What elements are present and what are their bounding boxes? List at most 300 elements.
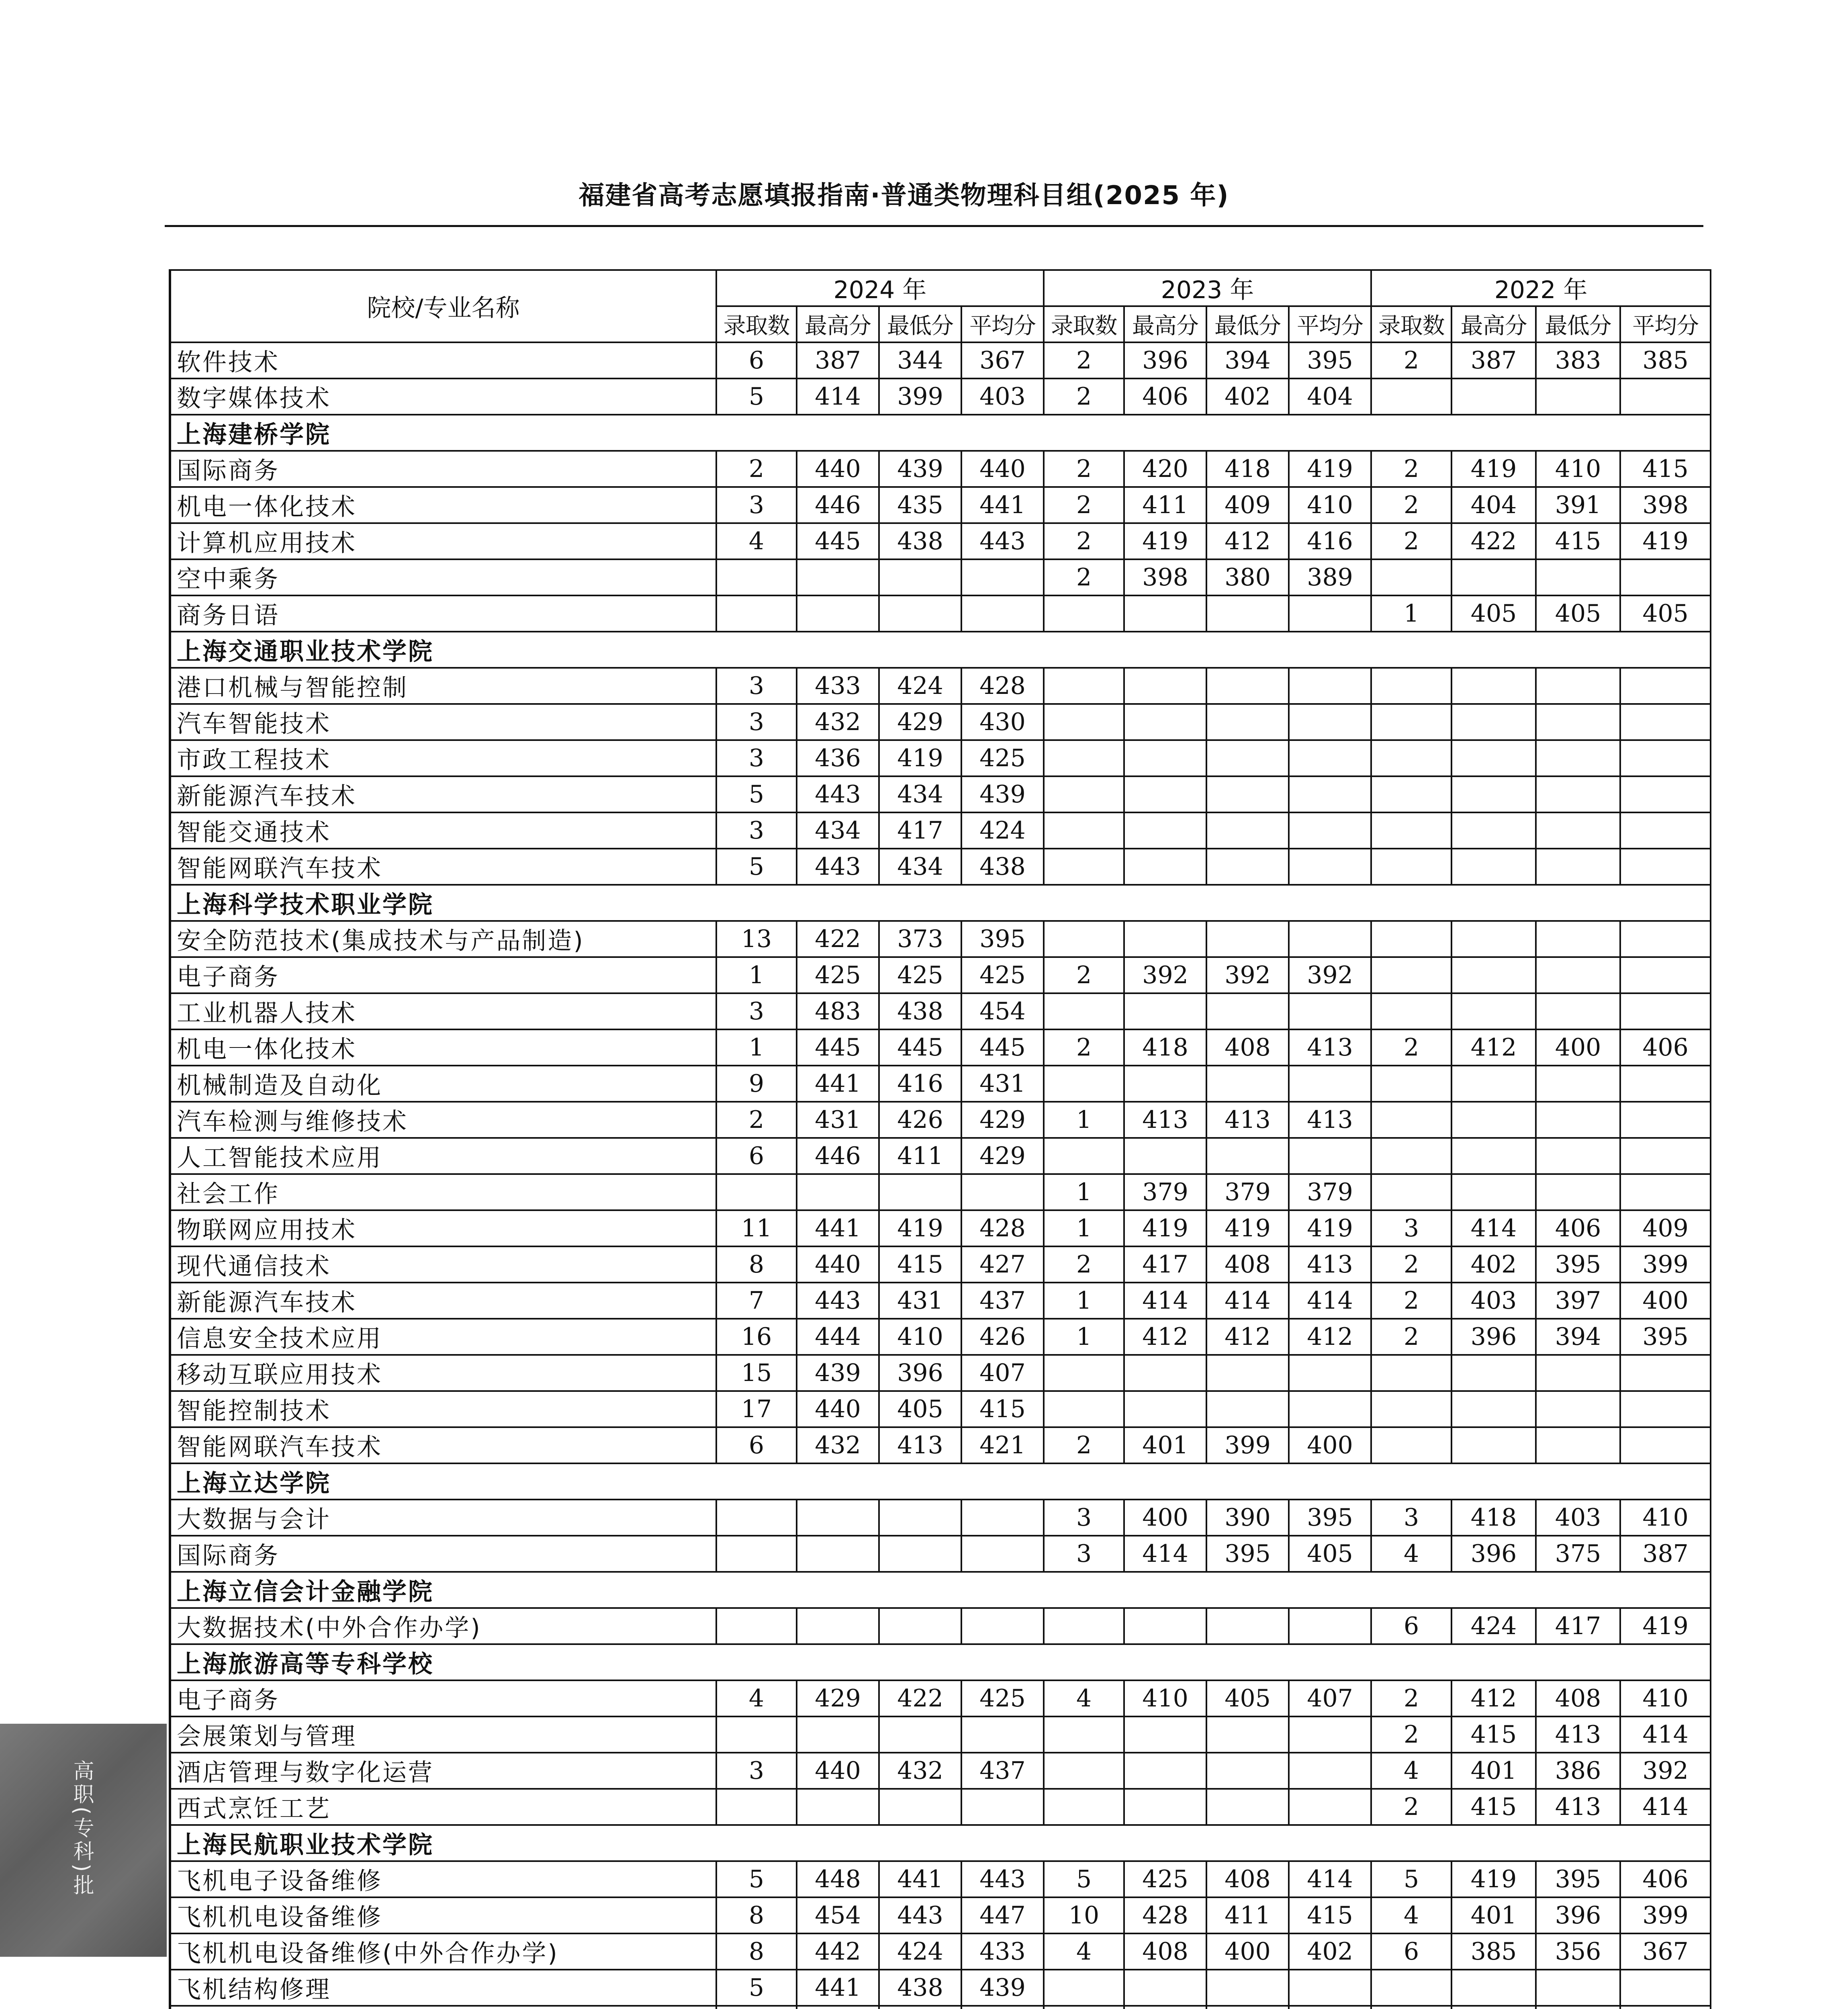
score-cell: 419 (1289, 1210, 1371, 1246)
score-cell: 412 (1289, 1319, 1371, 1355)
score-cell (1536, 921, 1620, 957)
score-cell: 414 (1289, 1861, 1371, 1897)
major-row (170, 2006, 1711, 2009)
score-cell (879, 1500, 961, 1536)
score-cell (1620, 812, 1711, 849)
score-cell: 411 (1124, 487, 1206, 523)
score-cell: 400 (1620, 1283, 1711, 1319)
score-cell (1620, 993, 1711, 1029)
score-cell: 443 (879, 1897, 961, 1933)
score-cell: 415 (879, 1246, 961, 1283)
score-cell (1044, 1753, 1124, 1789)
major-row (170, 1319, 1711, 1355)
score-cell (1620, 849, 1711, 885)
score-cell: 2 (1371, 1789, 1451, 1825)
score-cell: 419 (1124, 523, 1206, 559)
score-cell: 7 (716, 1283, 797, 1319)
score-cell: 434 (879, 776, 961, 812)
score-cell: 5 (716, 776, 797, 812)
side-tab-label: 高职(专科)批 (70, 1760, 94, 1898)
score-cell (1620, 1102, 1711, 1138)
score-cell (1289, 704, 1371, 740)
score-cell (961, 1716, 1044, 1753)
table-body (170, 342, 1711, 2009)
metric-header: 最低分 (879, 306, 961, 342)
score-cell (1289, 1608, 1371, 1644)
score-cell: 410 (1620, 1500, 1711, 1536)
score-cell (1206, 595, 1289, 632)
score-cell: 428 (961, 668, 1044, 704)
score-cell: 441 (879, 1861, 961, 1897)
score-cell: 412 (1451, 1029, 1536, 1066)
score-cell (879, 1608, 961, 1644)
score-cell: 414 (1620, 1789, 1711, 1825)
score-cell: 435 (879, 487, 961, 523)
score-cell (1451, 1066, 1536, 1102)
score-cell: 396 (1451, 1536, 1536, 1572)
score-cell: 385 (1451, 1933, 1536, 1970)
major-name: 安全防范技术(集成技术与产品制造) (170, 921, 716, 957)
score-cell: 417 (879, 812, 961, 849)
score-cell (1124, 2006, 1206, 2009)
score-cell (1124, 595, 1206, 632)
score-cell (1536, 2006, 1620, 2009)
score-cell (1289, 1391, 1371, 1427)
score-cell: 440 (797, 451, 879, 487)
score-cell: 414 (1124, 1283, 1206, 1319)
score-cell (1620, 704, 1711, 740)
score-cell (1206, 1066, 1289, 1102)
major-name: 信息安全技术应用 (170, 1319, 716, 1355)
score-cell: 2 (1044, 378, 1124, 415)
score-cell: 411 (879, 1138, 961, 1174)
score-cell: 402 (1289, 1933, 1371, 1970)
score-cell (1451, 1391, 1536, 1427)
score-cell (1620, 2006, 1711, 2009)
score-cell: 389 (1289, 559, 1371, 595)
score-cell (1044, 1608, 1124, 1644)
score-cell: 395 (1289, 342, 1371, 378)
score-cell: 396 (1536, 1897, 1620, 1933)
score-cell: 394 (1536, 1319, 1620, 1355)
score-cell (1620, 921, 1711, 957)
score-cell: 2 (1371, 1029, 1451, 1066)
score-cell: 401 (1451, 1753, 1536, 1789)
score-cell: 401 (1451, 1897, 1536, 1933)
score-cell (1371, 559, 1451, 595)
major-name: 国际商务 (170, 1536, 716, 1572)
school-name: 上海交通职业技术学院 (170, 632, 1711, 668)
score-cell: 436 (797, 740, 879, 776)
score-cell (879, 1789, 961, 1825)
score-cell (1044, 1391, 1124, 1427)
score-cell (1536, 812, 1620, 849)
major-row (170, 378, 1711, 415)
score-cell (1044, 704, 1124, 740)
score-cell: 440 (797, 1391, 879, 1427)
score-cell: 3 (1371, 1500, 1451, 1536)
major-row (170, 1066, 1711, 1102)
score-cell: 434 (797, 812, 879, 849)
score-cell: 3 (1371, 1210, 1451, 1246)
school-row (170, 885, 1711, 921)
major-row (170, 1138, 1711, 1174)
score-cell: 5 (716, 849, 797, 885)
score-cell: 412 (1451, 1680, 1536, 1716)
major-name: 工业机器人技术 (170, 993, 716, 1029)
major-row (170, 849, 1711, 885)
major-row (170, 1174, 1711, 1210)
score-cell (961, 1500, 1044, 1536)
major-name: 电子商务 (170, 1680, 716, 1716)
major-name: 商务日语 (170, 595, 716, 632)
score-cell: 446 (797, 1138, 879, 1174)
score-cell: 404 (1289, 378, 1371, 415)
score-cell: 420 (1124, 451, 1206, 487)
major-row (170, 812, 1711, 849)
score-cell: 421 (961, 1427, 1044, 1463)
score-cell: 424 (879, 668, 961, 704)
score-cell (961, 559, 1044, 595)
score-cell: 385 (1620, 342, 1711, 378)
score-cell (1371, 1355, 1451, 1391)
score-cell: 408 (1124, 1933, 1206, 1970)
score-cell (1371, 1970, 1451, 2006)
score-cell (716, 595, 797, 632)
section-side-tab (0, 1724, 167, 1957)
major-row (170, 921, 1711, 957)
score-cell (1124, 1066, 1206, 1102)
score-cell: 429 (961, 1102, 1044, 1138)
score-cell (1124, 1608, 1206, 1644)
score-cell: 433 (961, 1933, 1044, 1970)
score-cell: 402 (1206, 378, 1289, 415)
score-cell: 2 (1044, 342, 1124, 378)
major-name: 新能源汽车技术 (170, 776, 716, 812)
score-cell: 425 (797, 957, 879, 993)
score-cell: 447 (961, 1897, 1044, 1933)
score-cell: 1 (1044, 1102, 1124, 1138)
score-cell: 409 (1620, 1210, 1711, 1246)
major-name: 数字媒体技术 (170, 378, 716, 415)
score-cell (1206, 1789, 1289, 1825)
school-row (170, 1644, 1711, 1680)
score-cell: 394 (1206, 342, 1289, 378)
metric-header: 平均分 (1620, 306, 1711, 342)
score-cell (1620, 1138, 1711, 1174)
score-cell: 4 (716, 523, 797, 559)
score-cell: 4 (1371, 1897, 1451, 1933)
score-cell: 397 (1536, 1283, 1620, 1319)
score-cell: 425 (961, 1680, 1044, 1716)
score-cell (1206, 1970, 1289, 2006)
score-cell: 413 (879, 1427, 961, 1463)
score-cell (1289, 921, 1371, 957)
score-cell (961, 1789, 1044, 1825)
score-cell (1620, 1355, 1711, 1391)
score-cell: 418 (1124, 1029, 1206, 1066)
score-cell (1124, 668, 1206, 704)
page-header-title: 福建省高考志愿填报指南·普通类物理科目组(2025 年) (579, 181, 1229, 211)
major-name: 飞机结构修理 (170, 1970, 716, 2006)
score-cell: 413 (1536, 1789, 1620, 1825)
score-cell (1044, 668, 1124, 704)
score-cell: 398 (1124, 559, 1206, 595)
score-cell: 429 (797, 1680, 879, 1716)
score-cell (1124, 776, 1206, 812)
score-cell: 403 (1451, 1283, 1536, 1319)
score-cell (1371, 1066, 1451, 1102)
metric-header: 最低分 (1536, 306, 1620, 342)
score-cell: 399 (1620, 1246, 1711, 1283)
major-name: 国际商务 (170, 451, 716, 487)
score-cell: 448 (797, 1861, 879, 1897)
metric-header: 录取数 (716, 306, 797, 342)
major-name: 人工智能技术应用 (170, 1138, 716, 1174)
metric-header: 平均分 (1289, 306, 1371, 342)
score-cell: 5 (716, 1861, 797, 1897)
score-cell (1451, 740, 1536, 776)
score-cell (1289, 812, 1371, 849)
score-cell: 367 (961, 342, 1044, 378)
major-name: 现代通信技术 (170, 1246, 716, 1283)
score-cell: 413 (1124, 1102, 1206, 1138)
score-cell (1206, 1138, 1289, 1174)
score-cell: 406 (1124, 378, 1206, 415)
score-cell: 386 (1536, 1753, 1620, 1789)
score-cell (1206, 1355, 1289, 1391)
major-row (170, 1861, 1711, 1897)
score-cell (1371, 1391, 1451, 1427)
major-row (170, 1391, 1711, 1427)
major-name: 飞机机电设备维修 (170, 1897, 716, 1933)
major-row (170, 1210, 1711, 1246)
score-cell: 16 (716, 1319, 797, 1355)
major-row (170, 776, 1711, 812)
score-cell: 2 (1044, 451, 1124, 487)
major-row (170, 1500, 1711, 1536)
score-cell: 2 (1044, 487, 1124, 523)
metric-header: 录取数 (1371, 306, 1451, 342)
score-cell: 6 (1371, 1933, 1451, 1970)
score-cell: 4 (1044, 1933, 1124, 1970)
score-cell (1371, 2006, 1451, 2009)
score-cell: 430 (961, 704, 1044, 740)
score-cell (1044, 1970, 1124, 2006)
score-cell (1451, 668, 1536, 704)
major-name: 智能交通技术 (170, 812, 716, 849)
score-cell: 3 (716, 487, 797, 523)
score-cell: 422 (879, 1680, 961, 1716)
major-name: 机电一体化技术 (170, 487, 716, 523)
score-cell (1536, 957, 1620, 993)
score-cell: 2 (1371, 487, 1451, 523)
score-cell: 396 (879, 1355, 961, 1391)
score-cell: 395 (1206, 1536, 1289, 1572)
score-cell: 410 (1620, 1680, 1711, 1716)
score-cell: 407 (1289, 1680, 1371, 1716)
score-cell (1536, 1355, 1620, 1391)
score-cell: 438 (961, 849, 1044, 885)
score-cell: 1 (1044, 1210, 1124, 1246)
score-cell: 2 (1371, 1283, 1451, 1319)
score-cell (1289, 1716, 1371, 1753)
score-cell: 403 (961, 378, 1044, 415)
score-cell: 406 (1620, 1861, 1711, 1897)
score-cell (716, 1716, 797, 1753)
score-cell: 437 (961, 1283, 1044, 1319)
score-cell (1620, 1427, 1711, 1463)
major-row (170, 1283, 1711, 1319)
score-cell: 2 (1371, 342, 1451, 378)
score-cell: 395 (1620, 1319, 1711, 1355)
score-cell (716, 1608, 797, 1644)
score-cell (1371, 957, 1451, 993)
score-cell: 4 (1371, 1753, 1451, 1789)
score-cell: 410 (1536, 451, 1620, 487)
metric-header: 平均分 (961, 306, 1044, 342)
score-cell (1371, 1102, 1451, 1138)
year-header: 2024 年 (716, 270, 1044, 306)
score-cell (1044, 740, 1124, 776)
score-cell (1620, 776, 1711, 812)
score-cell (1451, 993, 1536, 1029)
score-cell (1289, 2006, 1371, 2009)
score-cell: 445 (797, 523, 879, 559)
score-cell: 415 (1451, 1789, 1536, 1825)
score-cell: 418 (1206, 451, 1289, 487)
score-cell (1206, 668, 1289, 704)
score-cell: 392 (1620, 1753, 1711, 1789)
score-cell: 3 (716, 668, 797, 704)
score-cell (1451, 1102, 1536, 1138)
score-cell: 443 (961, 523, 1044, 559)
score-cell (1451, 957, 1536, 993)
score-cell: 431 (961, 1066, 1044, 1102)
score-cell: 414 (1620, 1716, 1711, 1753)
score-cell (1124, 1789, 1206, 1825)
major-name: 智能网联汽车技术 (170, 849, 716, 885)
score-cell: 442 (797, 1933, 879, 1970)
score-cell: 445 (797, 1029, 879, 1066)
year-header: 2022 年 (1371, 270, 1711, 306)
admission-score-table (169, 269, 1711, 2009)
score-cell: 379 (1289, 1174, 1371, 1210)
score-cell (1206, 1608, 1289, 1644)
score-cell: 410 (1124, 1680, 1206, 1716)
score-cell: 417 (1536, 1608, 1620, 1644)
score-cell: 419 (1451, 1861, 1536, 1897)
score-cell: 405 (1289, 1536, 1371, 1572)
score-cell: 399 (879, 378, 961, 415)
score-cell: 415 (1536, 523, 1620, 559)
score-cell (1371, 1174, 1451, 1210)
score-cell: 2 (1044, 1029, 1124, 1066)
score-cell: 383 (1536, 342, 1620, 378)
score-cell (1536, 1427, 1620, 1463)
score-cell (1289, 740, 1371, 776)
score-cell (1620, 1066, 1711, 1102)
major-row (170, 1933, 1711, 1970)
score-cell: 5 (716, 378, 797, 415)
score-cell: 415 (1289, 1897, 1371, 1933)
score-cell: 441 (797, 1066, 879, 1102)
major-row (170, 1716, 1711, 1753)
score-cell: 443 (797, 849, 879, 885)
score-cell (1536, 849, 1620, 885)
metric-header: 最高分 (797, 306, 879, 342)
major-row (170, 451, 1711, 487)
score-cell (1289, 668, 1371, 704)
score-cell (1124, 1355, 1206, 1391)
score-cell (1206, 993, 1289, 1029)
score-cell: 432 (879, 1753, 961, 1789)
score-cell (1371, 776, 1451, 812)
score-cell (1371, 704, 1451, 740)
score-cell (961, 1608, 1044, 1644)
score-cell: 10 (1044, 1897, 1124, 1933)
score-cell: 437 (961, 1753, 1044, 1789)
score-cell: 2 (1044, 523, 1124, 559)
score-cell: 419 (879, 740, 961, 776)
score-cell (1536, 1066, 1620, 1102)
score-cell: 398 (1620, 487, 1711, 523)
score-cell: 375 (1536, 1536, 1620, 1572)
score-cell (1206, 812, 1289, 849)
score-cell: 439 (961, 1970, 1044, 2006)
score-cell: 402 (1451, 1246, 1536, 1283)
score-cell: 392 (1206, 957, 1289, 993)
major-name: 移动互联应用技术 (170, 1355, 716, 1391)
score-cell: 1 (1044, 1319, 1124, 1355)
score-cell: 344 (879, 342, 961, 378)
score-cell (1044, 1138, 1124, 1174)
score-cell: 15 (716, 1355, 797, 1391)
score-cell (1044, 921, 1124, 957)
score-cell (1536, 704, 1620, 740)
major-row (170, 487, 1711, 523)
score-cell: 416 (879, 1066, 961, 1102)
score-cell (1536, 776, 1620, 812)
major-name: 机电一体化技术 (170, 1029, 716, 1066)
score-cell (1124, 1753, 1206, 1789)
school-row (170, 632, 1711, 668)
score-cell: 419 (1620, 1608, 1711, 1644)
score-cell (1451, 921, 1536, 957)
score-cell: 399 (1206, 1427, 1289, 1463)
score-cell: 405 (1206, 1680, 1289, 1716)
major-row (170, 342, 1711, 378)
major-row (170, 957, 1711, 993)
score-cell: 422 (1451, 523, 1536, 559)
score-cell (797, 1789, 879, 1825)
score-cell: 3 (1044, 1536, 1124, 1572)
school-name: 上海科学技术职业学院 (170, 885, 1711, 921)
score-cell: 403 (1536, 1500, 1620, 1536)
score-cell (797, 1536, 879, 1572)
score-cell (716, 1500, 797, 1536)
score-cell (1536, 740, 1620, 776)
score-cell (1371, 921, 1451, 957)
score-cell (1536, 668, 1620, 704)
score-cell (1206, 921, 1289, 957)
header-rule (165, 225, 1703, 227)
score-cell: 3 (716, 1753, 797, 1789)
score-cell: 3 (716, 704, 797, 740)
major-row (170, 595, 1711, 632)
major-name: 大数据技术(中外合作办学) (170, 1608, 716, 1644)
score-cell: 380 (1206, 559, 1289, 595)
